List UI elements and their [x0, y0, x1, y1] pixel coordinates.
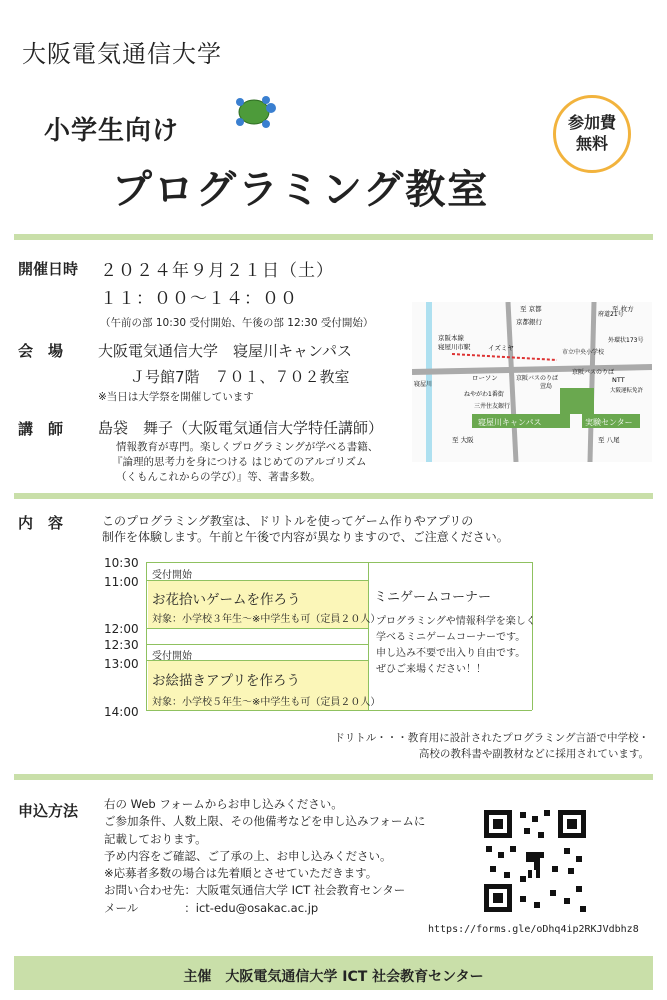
content-line2: 制作を体験します。午前と午後で内容が異なりますので、ご注意ください。 [102, 530, 509, 544]
apply-line: 右の Web フォームからお申し込みください。 [104, 797, 343, 811]
map-label: 寝屋川市駅 [438, 343, 471, 351]
map-label: 府道21号 [598, 311, 624, 318]
subtitle: 小学生向け [44, 116, 180, 146]
page-title: プログラミング教室 [112, 167, 490, 213]
lecturer-bio2: 『論理的思考力を身につける はじめてのアルゴリズム [112, 456, 367, 468]
map-label: 至 京都 [520, 305, 542, 313]
grid-line [146, 644, 368, 645]
venue-note: ※当日は大学祭を開催しています [98, 391, 254, 403]
date-value: ２０２４年９月２１日（土） [100, 261, 334, 281]
map-label: 至 大阪 [452, 436, 474, 444]
corner-text [376, 614, 536, 678]
map-label: 三井住友銀行 [474, 403, 511, 410]
time-value: １１：００～１４：００ [100, 289, 298, 309]
map-label: 外環状173号 [608, 337, 644, 344]
time-label: 13:00 [104, 657, 139, 671]
map-label: 萱島 [540, 383, 553, 390]
event1-title: お花拾いゲームを作ろう [152, 592, 301, 608]
apply-line: 予め内容をご確認、ご了承の上、お申し込みください。 [104, 848, 392, 863]
form-url[interactable]: https://forms.gle/oDhq4ip2RKJVdbhz8 [428, 924, 639, 935]
date-label: 開催日時 [18, 260, 79, 278]
grid-line [146, 562, 147, 710]
event1-target: 対象：小学校３年生～※中学生も可（定員２０人） [152, 614, 381, 625]
footer-text: 主催 大阪電気通信大学 ICT 社会教育センター [183, 969, 484, 985]
map-label: 寝屋川 [414, 381, 433, 388]
dolittle-line: ドリトル・・・教育用に設計されたプログラミング言語で中学校・ [334, 732, 649, 744]
dolittle-line: 高校の教科書や副教材などに採用されています。 [418, 748, 649, 761]
apply-text [104, 796, 425, 917]
time-label: 12:30 [104, 638, 139, 652]
reception-label: 受付開始 [152, 651, 192, 662]
apply-line: お問い合わせ先：大阪電気通信大学 ICT 社会教育センター [104, 883, 406, 898]
corner-line: プログラミングや情報科学を楽しく [376, 616, 536, 627]
grid-line [146, 710, 532, 711]
divider-middle [14, 493, 653, 499]
time-label: 11:00 [104, 575, 139, 589]
campus-map [412, 302, 652, 462]
apply-line: メール ：ict-edu@osakac.ac.jp [104, 900, 319, 915]
corner-title: ミニゲームコーナー [374, 590, 492, 605]
dolittle-note [334, 730, 649, 763]
badge-line1: 参加費 [567, 113, 616, 133]
venue-line1: 大阪電気通信大学 寝屋川キャンパス [98, 342, 352, 360]
reception-label: 受付開始 [152, 570, 192, 581]
map-label: イズミヤ [488, 344, 514, 352]
map-label: 至 八尾 [598, 436, 620, 444]
divider-bottom [14, 774, 653, 780]
apply-line: ご参加条件、人数上限、その他備考などを申し込みフォームに [104, 814, 426, 829]
badge-line2: 無料 [575, 134, 608, 153]
content-line1: このプログラミング教室は、ドリトルを使ってゲーム作りやアプリの [102, 514, 474, 528]
map-label: 京阪本線 [438, 334, 464, 342]
map-label: 市立中央小学校 [562, 349, 605, 356]
corner-line: ぜひご来場ください！！ [376, 664, 486, 675]
lecturer-bio1: 情報教育が専門。楽しくプログラミングが学べる書籍、 [116, 441, 379, 453]
qr-code-icon[interactable] [480, 806, 590, 916]
map-center-label: 実験センター [585, 418, 633, 427]
university-name: 大阪電気通信大学 [22, 40, 222, 68]
grid-line [146, 562, 532, 563]
map-label: NTT [612, 376, 625, 384]
venue-label: 会 場 [18, 342, 64, 360]
map-campus-label: 寝屋川キャンパス [478, 418, 542, 427]
content-label: 内 容 [18, 514, 64, 532]
time-label: 12:00 [104, 622, 139, 636]
turtle-icon [232, 94, 278, 130]
free-badge [553, 95, 631, 173]
lecturer-label: 講 師 [18, 420, 64, 438]
venue-line2: Ｊ号館7階 ７０１、７０２教室 [130, 368, 350, 386]
event2-title: お絵描きアプリを作ろう [152, 673, 300, 689]
time-label: 14:00 [104, 705, 139, 719]
corner-line: 学べるミニゲームコーナーです。 [376, 632, 526, 643]
lecturer-name: 島袋 舞子（大阪電気通信大学特任講師） [98, 419, 384, 437]
map-label: 至 枚方 [612, 305, 634, 313]
grid-line [146, 628, 368, 629]
apply-line: ※応募者多数の場合は先着順とさせていただきます。 [104, 866, 378, 880]
lecturer-bio3: （くもんこれからの学び）』等、著書多数。 [116, 471, 321, 483]
apply-label: 申込方法 [18, 802, 79, 820]
corner-line: 申し込み不要で出入り自由です。 [376, 648, 526, 659]
event2-target: 対象：小学校５年生～※中学生も可（定員２０人） [152, 697, 381, 708]
map-label: ねやがわ1番街 [464, 391, 504, 398]
time-label: 10:30 [104, 556, 139, 570]
map-label: 京阪バスのりば [516, 375, 559, 382]
apply-line: 記載しております。 [104, 831, 207, 846]
map-label: 大阪運転免許 [610, 388, 644, 394]
grid-line [368, 562, 369, 710]
map-label: 京都銀行 [516, 318, 542, 326]
map-label: 京阪バスのりば [572, 369, 615, 376]
map-label: ローソン [472, 374, 498, 382]
divider-top [14, 234, 653, 240]
date-note: （午前の部 10:30 受付開始、午後の部 12:30 受付開始） [100, 317, 374, 329]
